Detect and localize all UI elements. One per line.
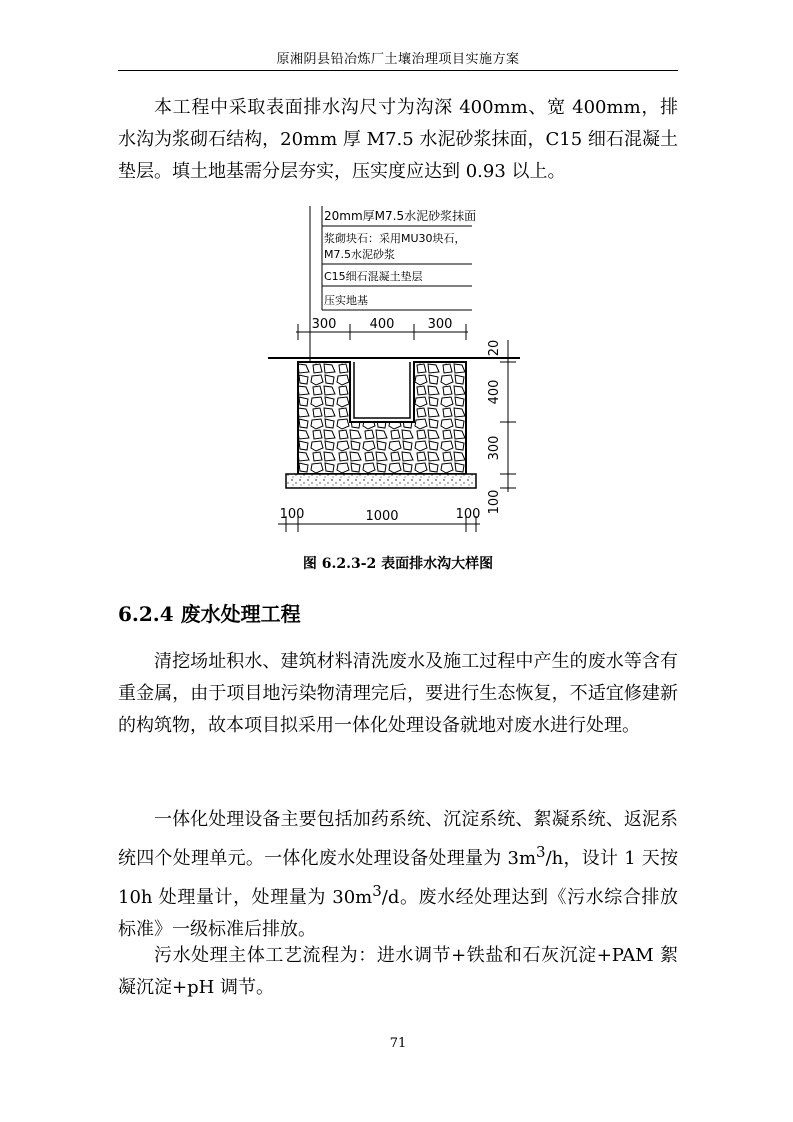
paragraph-drainage-ditch: 本工程中采取表面排水沟尺寸为沟深 400mm、宽 400mm，排水沟为浆砌石结构，20mm 厚 M7.5 水泥砂浆抹面，C15 细石混凝土垫层。填土地基需分层夯实，压实度应达到 0.93 以上。 [118,97,678,182]
dim-bottom-middle: 1000 [365,509,399,524]
legend-layer-3: C15细石混凝土垫层 [324,270,423,283]
page-header: 原湘阴县铅冶炼厂土壤治理项目实施方案 [276,52,520,67]
paragraph-3-text-3: /d。废水经处理达到《污水综合排放标准》一级标准后排放。 [118,887,678,940]
paragraph-3-text-1: 一体化处理设备主要包括加药系统、沉淀系统、絮凝系统、返泥系统四个处理单元。一体化废水处理设备处理量为 3m [118,809,678,869]
bottom-dimensions [278,507,480,532]
drainage-ditch-figure [258,198,538,534]
paragraph-3-sup-1: 3 [536,843,546,861]
legend-layer-1: 20mm厚M7.5水泥砂浆抹面 [324,209,477,223]
dim-right-1: 20 [487,339,502,357]
paragraph-wastewater-intro: 清挖场址积水、建筑材料清洗废水及施工过程中产生的废水等含有重金属，由于项目地污染物清理完后，要进行生态恢复，不适宜修建新的构筑物，故本项目拟采用一体化处理设备就地对废水进行处理。 [118,651,678,736]
legend-layer-4: 压实地基 [324,294,368,307]
dim-right-2: 400 [487,379,502,405]
paragraph-treatment-equipment [118,804,678,946]
paragraph-process-flow: 污水处理主体工艺流程为：进水调节+铁盐和石灰沉淀+PAM 絮凝沉淀+pH 调节。 [118,945,678,998]
drainage-ditch-drawing [258,198,538,534]
dim-bottom-left: 100 [279,507,305,522]
paragraph-3-sup-2: 3 [372,882,382,900]
top-dimensions [296,317,468,340]
page-number: 71 [389,1036,407,1051]
paragraph-3-text-2: /h，设计 1 天按 10h 处理量计，处理量为 30m [118,848,678,908]
dim-right-3: 300 [487,435,502,461]
dim-top-left: 300 [311,317,337,332]
figure-caption: 图 6.2.3-2 表面排水沟大样图 [302,556,494,572]
concrete-bedding [286,474,476,488]
dim-right-4: 100 [487,489,502,515]
mortar-lining [354,362,410,418]
dim-bottom-right: 100 [455,507,481,522]
legend-layer-2-line-2: M7.5水泥砂浆 [324,248,395,261]
section-heading: 6.2.4 废水处理工程 [118,602,301,626]
dim-top-right: 300 [427,317,453,332]
right-dimensions [487,340,516,515]
dim-top-middle: 400 [369,317,395,332]
legend-layer-2-line-1: 浆砌块石：采用MU30块石， [324,232,466,245]
layer-legend [310,206,476,366]
header-rule [118,70,678,71]
